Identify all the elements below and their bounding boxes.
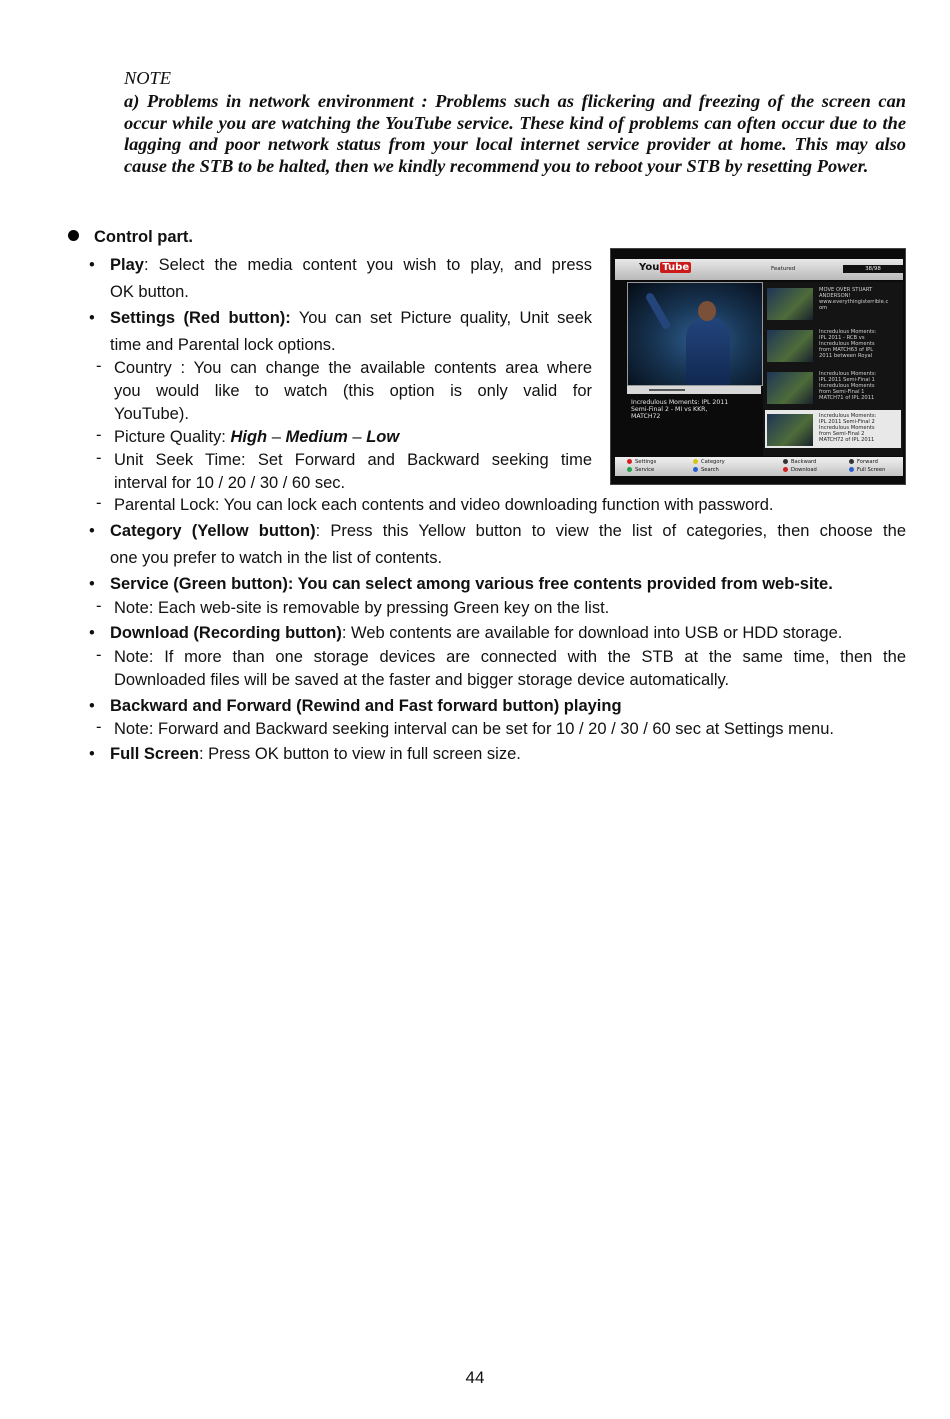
list-item: Incredulous Moments: IPL 2011 - RCB vs Incredulous Moments from MATCH63 of IPL 2011 between Royal bbox=[765, 326, 901, 364]
backward-forward-line: Backward and Forward (Rewind and Fast forward button) playing bbox=[110, 697, 622, 715]
key-forward: Forward bbox=[849, 459, 878, 465]
key-category: Category bbox=[693, 459, 725, 465]
settings-line: Settings (Red button): You can set Picture quality, Unit seek bbox=[110, 309, 593, 327]
bullet-icon: • bbox=[89, 624, 95, 642]
record-key-icon bbox=[783, 467, 788, 472]
dash-marker: - bbox=[96, 494, 102, 512]
blue-key-icon bbox=[693, 467, 698, 472]
settings-line-2: time and Parental lock options. bbox=[110, 336, 336, 354]
video-player bbox=[627, 282, 763, 386]
green-key-icon bbox=[627, 467, 632, 472]
bullet-icon: • bbox=[89, 256, 95, 274]
note-title: NOTE bbox=[124, 68, 172, 88]
player-arm bbox=[645, 292, 672, 331]
player-figure bbox=[686, 317, 730, 386]
country-line-3: YouTube). bbox=[114, 405, 189, 423]
category-line-2: one you prefer to watch in the list of contents. bbox=[110, 549, 443, 567]
key-service: Service bbox=[627, 467, 654, 473]
backward-forward-note: Note: Forward and Backward seeking interval can be set for 10 / 20 / 30 / 60 sec at Settings menu. bbox=[114, 720, 834, 738]
dash-marker: - bbox=[96, 449, 102, 467]
play-line: Play: Select the media content you wish to play, and press bbox=[110, 256, 592, 274]
dash-marker: - bbox=[96, 646, 102, 664]
bullet-icon: • bbox=[89, 309, 95, 327]
seek-line-1: Unit Seek Time: Set Forward and Backward seeking time bbox=[114, 451, 592, 469]
list-item: MOVE OVER STUART ANDERSON! www.everythingisterrible.c om bbox=[765, 284, 901, 322]
red-key-icon bbox=[627, 459, 632, 464]
play-line-2: OK button. bbox=[110, 283, 189, 301]
bullet-icon: • bbox=[89, 697, 95, 715]
ok-key-icon bbox=[849, 467, 854, 472]
key-settings: Settings bbox=[627, 459, 656, 465]
bullet-icon: • bbox=[89, 745, 95, 763]
download-note-1: Note: If more than one storage devices are connected with the STB at the same time, then the bbox=[114, 648, 906, 666]
list-thumbnail bbox=[767, 330, 813, 362]
list-thumbnail bbox=[767, 414, 813, 446]
bullet-icon: • bbox=[89, 575, 95, 593]
screenshot-header bbox=[615, 259, 903, 280]
country-line-2: you would like to watch (this option is only valid for bbox=[114, 382, 592, 400]
list-thumbnail bbox=[767, 372, 813, 404]
dash-marker: - bbox=[96, 426, 102, 444]
video-seekbar bbox=[627, 386, 761, 394]
item-counter: 38/98 bbox=[843, 265, 903, 273]
youtube-screenshot bbox=[610, 248, 906, 485]
download-note-2: Downloaded files will be saved at the faster and bigger storage device automatically. bbox=[114, 671, 730, 689]
list-item: Incredulous Moments: IPL 2011 Semi-Final 1 Incredulous Moments from Semi-Final 1 MATCH71 of IPL 2011 bbox=[765, 368, 901, 406]
key-download: Download bbox=[783, 467, 817, 473]
full-screen-line: Full Screen: Press OK button to view in full screen size. bbox=[110, 745, 521, 763]
key-backward: Backward bbox=[783, 459, 816, 465]
list-item-selected: Incredulous Moments: IPL 2011 Semi-Final 2 Incredulous Moments from Semi-Final 2 MATCH72 of IPL 2011 bbox=[765, 410, 901, 448]
page-number: 44 bbox=[465, 1368, 485, 1387]
key-fullscreen: Full Screen bbox=[849, 467, 885, 473]
service-note: Note: Each web-site is removable by pressing Green key on the list. bbox=[114, 599, 610, 617]
note-block bbox=[124, 68, 906, 178]
download-line: Download (Recording button): Web contents are available for download into USB or HDD storage. bbox=[110, 624, 843, 642]
category-line: Category (Yellow button): Press this Yellow button to view the list of categories, then choose the bbox=[110, 522, 906, 540]
dash-marker: - bbox=[96, 357, 102, 375]
youtube-logo: You Tube bbox=[639, 262, 690, 273]
control-heading: Control part. bbox=[68, 228, 193, 247]
picture-quality-line: Picture Quality: High – Medium – Low bbox=[114, 428, 400, 446]
list-thumbnail bbox=[767, 288, 813, 320]
key-search: Search bbox=[693, 467, 719, 473]
yellow-key-icon bbox=[693, 459, 698, 464]
key-legend bbox=[615, 457, 903, 476]
seek-line-2: interval for 10 / 20 / 30 / 60 sec. bbox=[114, 474, 346, 492]
parental-line: Parental Lock: You can lock each contents and video downloading function with password. bbox=[114, 496, 774, 514]
country-line-1: Country : You can change the available contents area where bbox=[114, 359, 592, 377]
bullet-icon: • bbox=[89, 522, 95, 540]
note-body: a) Problems in network environment : Problems such as flickering and freezing of the screen can occur while you are watching the YouTube service. These kind of problems can often occur due to the lagging and poor network status from your local internet service provider at home. This may also cause the STB to be halted, then we kindly recommend you to reboot your STB by resetting Power. bbox=[124, 90, 906, 177]
player-head bbox=[698, 301, 716, 321]
service-line: Service (Green button): You can select among various free contents provided from web-site. bbox=[110, 575, 833, 593]
dash-marker: - bbox=[96, 718, 102, 736]
bullet-dot-icon bbox=[68, 230, 79, 241]
forward-key-icon bbox=[849, 459, 854, 464]
rewind-key-icon bbox=[783, 459, 788, 464]
video-title: Incredulous Moments: IPL 2011 Semi-Final 2 - MI vs KKR, MATCH72 bbox=[631, 399, 729, 420]
featured-label: Featured bbox=[771, 266, 796, 272]
dash-marker: - bbox=[96, 597, 102, 615]
video-list bbox=[763, 282, 903, 456]
